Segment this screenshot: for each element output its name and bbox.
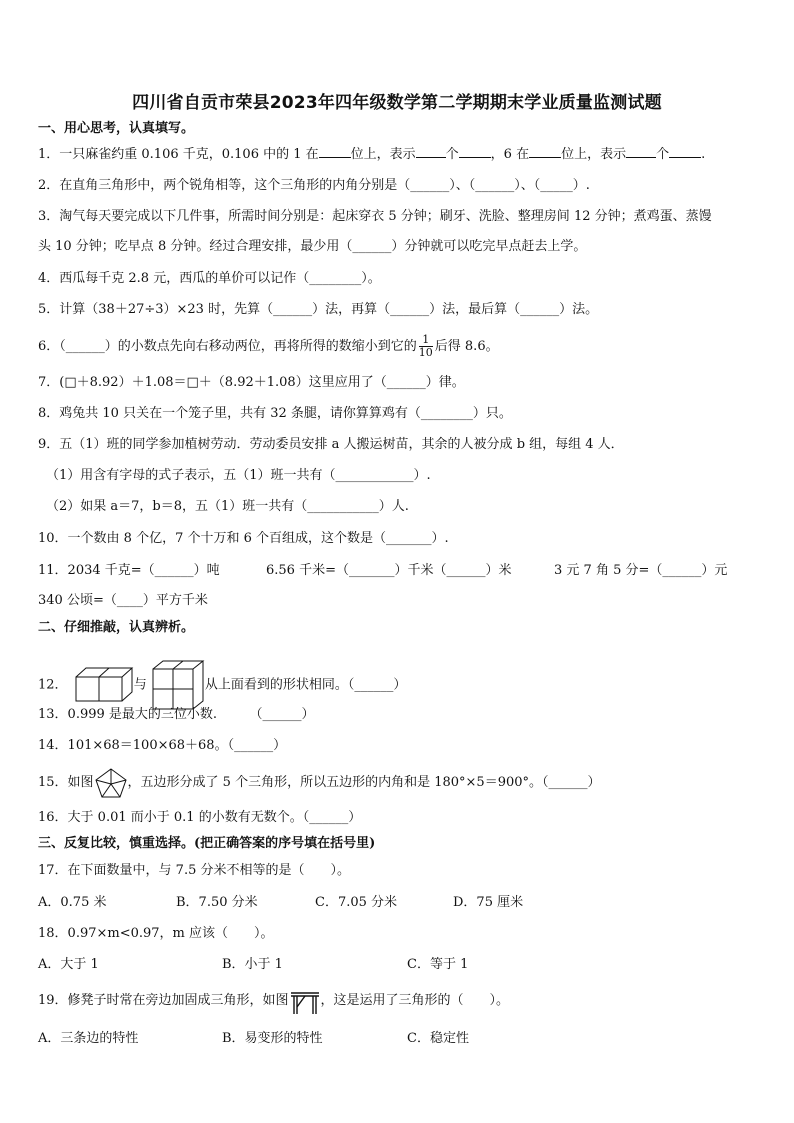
question-9-part-1: （1）用含有字母的式子表示，五（1）班一共有（____________）. [46,468,431,483]
fraction: $\frac{1}{10}$ [418,333,433,359]
question-10: 10．一个数由 8 个亿，7 个十万和 6 个百组成，这个数是（_______）. [38,531,449,546]
question-9-part-2: （2）如果 a＝7，b＝8，五（1）班一共有（___________）人. [46,499,409,514]
question-11-line-2: 340 公顷=（____）平方千米 [38,593,208,608]
question-6: 6．（______）的小数点先向右移动两位，再将所得的数缩小到它的 $\frac{1}{10}$ 后得 8.6。 [38,333,499,359]
option-b[interactable]: B．小于 1 [222,957,283,972]
option-a[interactable]: A．大于 1 [38,957,99,972]
option-c[interactable]: C．等于 1 [407,957,469,972]
question-5: 5．计算（38＋27÷3）×23 时，先算（______）法，再算（______）法，最后算（______）法。 [38,302,599,317]
question-14: 14．101×68＝100×68＋68。（______） [38,738,287,753]
option-d[interactable]: D．75 厘米 [453,895,524,910]
question-16: 16．大于 0.01 而小于 0.1 的小数有无数个。（______） [38,810,362,825]
question-15: 15．如图 ，五边形分成了 5 个三角形，所以五边形的内角和是 180°×5＝900°。（______） [38,766,758,800]
question-9: 9．五（1）班的同学参加植树劳动．劳动委员安排 a 人搬运树苗，其余的人被分成 b 组，每组 4 人． [38,437,624,452]
question-4: 4．西瓜每千克 2.8 元，西瓜的单价可以记作（________）。 [38,271,381,286]
question-2: 2．在直角三角形中，两个锐角相等，这个三角形的内角分别是（______）、（______）、（_____）. [38,178,590,193]
option-b[interactable]: B．7.50 分米 [176,895,258,910]
question-3-line-1: 3．淘气每天要完成以下几件事，所需时间分别是：起床穿衣 5 分钟；刷牙、洗脸、整理房间 12 分钟；煮鸡蛋、蒸馒 [38,209,712,224]
question-12: 12． 与 从上面看到的形状相同。（______） [38,659,758,711]
section-1-heading: 一、用心思考，认真填写。 [38,121,195,136]
question-8: 8．鸡兔共 10 只关在一个笼子里，共有 32 条腿，请你算算鸡有（________）只。 [38,406,512,421]
question-3-line-2: 头 10 分钟；吃早点 8 分钟。经过合理安排，最少用（______）分钟就可以吃完早点赶去上学。 [38,239,587,254]
question-7: 7．(□＋8.92）＋1.08＝□＋（8.92＋1.08）这里应用了（______）律。 [38,375,465,390]
option-c[interactable]: C．稳定性 [407,1031,469,1046]
option-b[interactable]: B．易变形的特性 [222,1031,323,1046]
cuboid-figure-2 [151,659,205,711]
section-2-heading: 二、仔细推敲，认真辨析。 [38,620,195,635]
option-a[interactable]: A．三条边的特性 [38,1031,139,1046]
question-19: 19．修凳子时常在旁边加固成三角形，如图 ，这是运用了三角形的（ ）。 [38,986,758,1016]
cuboid-figure-1 [74,665,134,705]
question-1: 1．一只麻雀约重 0.106 千克，0.106 中的 1 在 位上，表示 个 ，6 在 位上，表示 个 . [38,147,706,162]
pentagon-figure [94,767,128,799]
section-3-heading: 三、反复比较，慎重选择。(把正确答案的序号填在括号里) [38,836,376,851]
option-c[interactable]: C．7.05 分米 [315,895,398,910]
question-13: 13．0.999 是最大的三位小数. （______） [38,707,315,722]
option-a[interactable]: A．0.75 米 [38,895,107,910]
page-title: 四川省自贡市荣县2023年四年级数学第二学期期末学业质量监测试题 [132,93,662,113]
question-11: 11．2034 千克=（______）吨 6.56 千米=（_______）千米（______）米 3 元 7 角 5 分=（______）元 [38,563,728,578]
stool-figure [289,987,321,1015]
question-17: 17．在下面数量中，与 7.5 分米不相等的是（ ）。 [38,863,350,878]
question-18: 18．0.97×m<0.97，m 应该（ ）。 [38,926,274,941]
